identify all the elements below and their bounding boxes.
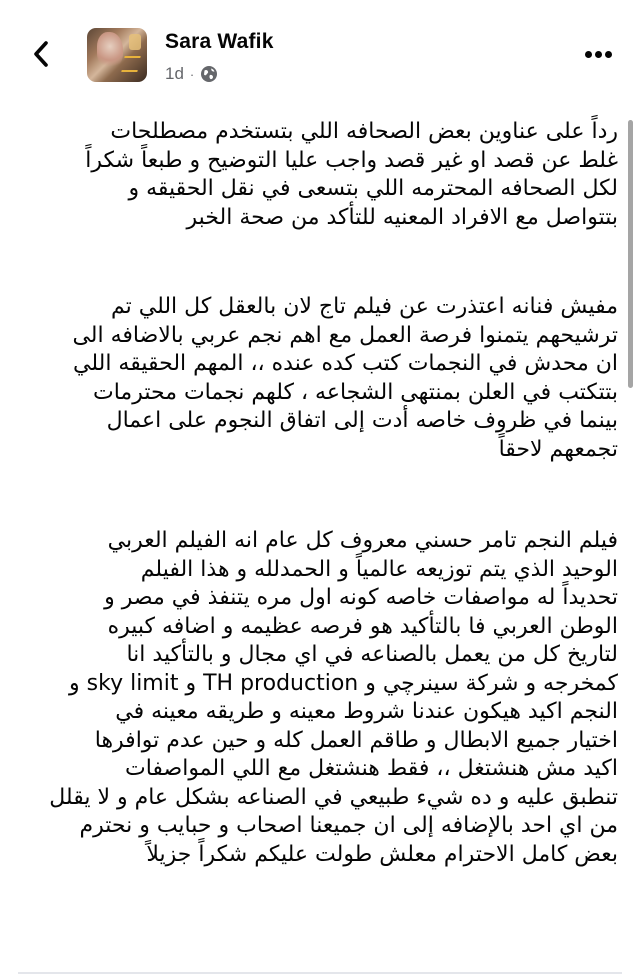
post-paragraph [40,118,618,232]
avatar[interactable] [87,28,147,82]
meta-separator: · [189,66,195,82]
post-line: لتاريخ كل من يعمل بالصناعه في اي مجال و بالتأكيد انا [126,642,618,667]
post-line: رداً على عناوين بعض الصحافه اللي بتستخدم مصطلحات [110,119,618,144]
post-line: بينما في ظروف خاصه أدت إلى اتفاق النجوم على اعمال [106,408,618,433]
post-line: النجم اكيد هيكون عندنا شروط معينه و طريقه معينه في [115,699,618,724]
post-header [0,0,640,100]
more-horizontal-icon-dot [605,51,612,58]
post-line: بعض كامل الاحترام معلش طولت عليكم شكراً جزيلاً [146,841,618,867]
post-line: بتتكتب في العلن بمنتهى الشجاعه ، كلهم نجمات محترمات [93,379,618,405]
post-line: الوطن العربي فا بالتأكيد هو فرصه عظيمه و اضافه كبيره [107,613,618,639]
post-line: بتتواصل مع الافراد المعنيه للتأكد من صحة الخبر [186,204,618,230]
post-line: تحديداً له مواصفات خاصه كونه اول مره يتنفذ في مصر و [104,585,618,610]
post-line: من اي احد بالإضافه إلى ان جميعنا اصحاب و حبايب و نحترم [79,813,618,838]
post-line: اختيار جميع الابطال و طاقم العمل كله و حين عدم توافرها [94,727,618,753]
post-timestamp[interactable]: 1d [165,64,184,83]
post-meta [165,64,218,84]
post-line: غلط عن قصد او غير قصد واجب عليا التوضيح و طبعاً شكراً [85,147,618,173]
post-line: كمخرجه و شركة سينرچي و TH production و sky limit و [69,670,618,696]
post-line: الوحيد الذي يتم توزيعه عالمياً و الحمدلله و هذا الفيلم [140,556,618,582]
post-line: تجمعهم لاحقاً [498,436,618,462]
post-line: لكل الصحافه المحترمه اللي بتسعى في نقل الحقيقه و [128,176,618,201]
post-paragraph [40,527,618,869]
post-line: فيلم النجم تامر حسني معروف كل عام انه الفيلم العربي [107,528,618,553]
author-name[interactable]: Sara Wafik [165,30,274,53]
post-line: تنطبق عليه و ده شيء طبيعي في الصناعه بشكل عام و لا يقلل [49,784,618,810]
scrollbar[interactable] [628,118,634,948]
back-button[interactable] [24,34,58,74]
scrollbar-thumb[interactable] [628,120,633,388]
post-paragraph [40,293,618,464]
more-horizontal-icon-dot [595,51,602,58]
avatar-figure [97,32,123,68]
more-horizontal-icon-dot [585,51,592,58]
post-line: مفيش فنانه اعتذرت عن فيلم تاج لان بالعقل كل اللي تم [110,294,618,319]
avatar-lamp [129,34,141,50]
post-line: ترشيحهم يتمنوا فرصة العمل مع اهم نجم عربي بالاضافه الى [72,322,618,348]
avatar-logo [121,56,140,72]
globe-icon[interactable] [200,65,218,83]
divider [18,972,622,974]
more-options-button[interactable] [578,40,618,68]
post-line: ان محدش في النجمات كتب كده عنده ،، المهم الحقيقه اللي [73,351,618,376]
chevron-left-icon [31,39,51,69]
post-line: اكيد مش هنشتغل ،، فقط هنشتغل مع اللي المواصفات [124,756,618,781]
